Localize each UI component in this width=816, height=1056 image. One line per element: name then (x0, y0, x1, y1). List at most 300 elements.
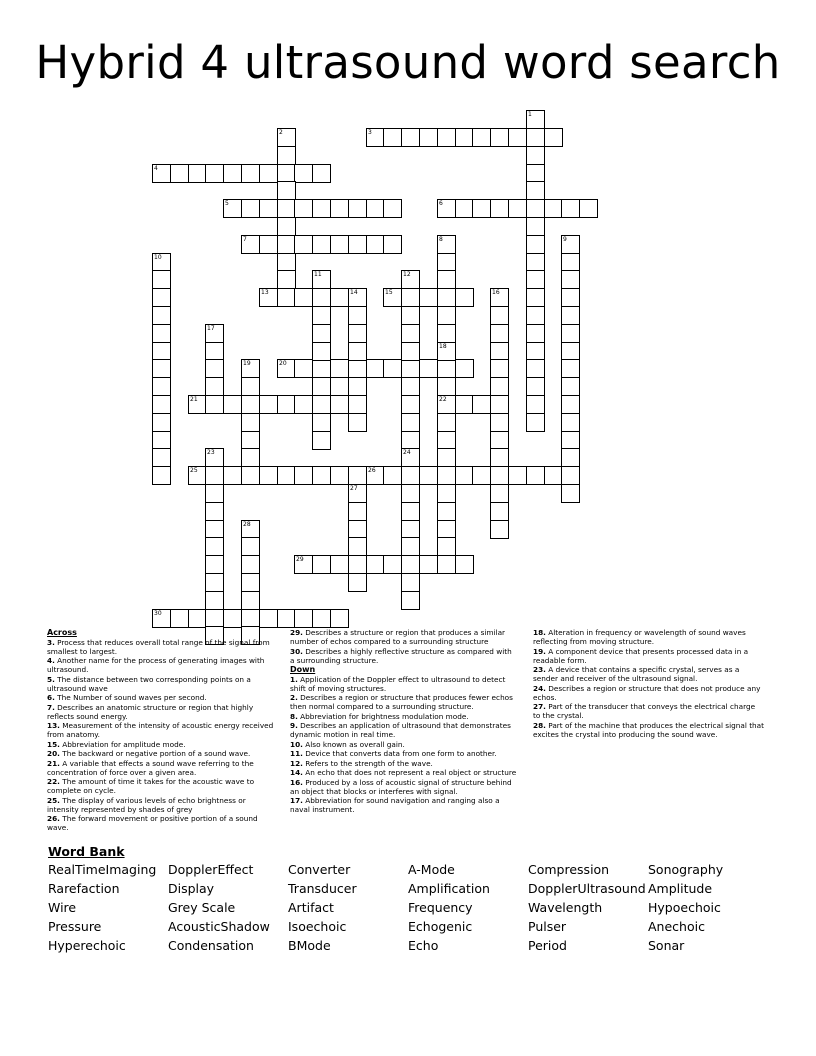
grid-cell[interactable] (241, 377, 260, 396)
grid-cell[interactable] (508, 466, 527, 485)
grid-cell[interactable] (383, 199, 402, 218)
grid-cell[interactable] (526, 413, 545, 432)
grid-cell[interactable] (437, 199, 456, 218)
grid-cell[interactable] (401, 537, 420, 556)
grid-cell[interactable] (526, 146, 545, 165)
grid-cell[interactable] (312, 164, 331, 183)
grid-cell[interactable] (526, 395, 545, 414)
grid-cell[interactable] (490, 466, 509, 485)
grid-cell[interactable] (277, 146, 296, 165)
grid-cell[interactable] (401, 502, 420, 521)
grid-cell[interactable] (312, 270, 331, 289)
clue-text: An echo that does not represent a real object or structure (302, 768, 517, 777)
grid-cell[interactable] (241, 555, 260, 574)
grid-cell[interactable] (259, 199, 278, 218)
clue-number: 10. (290, 739, 303, 749)
clue-number: 22. (47, 777, 60, 786)
grid-cell[interactable] (490, 484, 509, 503)
grid-cell[interactable] (348, 324, 367, 343)
grid-cell[interactable] (294, 466, 313, 485)
clue-text: Another name for the process of generating images with ultrasound. (47, 656, 265, 674)
clue-text: Describes a structure or region that produces a similar number of echos compared to a surrounding structure (290, 628, 506, 646)
grid-cell[interactable] (526, 324, 545, 343)
grid-cell[interactable] (205, 359, 224, 378)
grid-cell[interactable] (223, 164, 242, 183)
clue-number: 22 (439, 396, 447, 403)
grid-cell[interactable] (437, 537, 456, 556)
clue-text: Refers to the strength of the wave. (302, 758, 433, 768)
grid-cell[interactable] (490, 377, 509, 396)
grid-cell[interactable] (170, 609, 189, 628)
clue-number: 13 (261, 289, 269, 296)
grid-cell[interactable] (437, 324, 456, 343)
clue-number: 14 (350, 289, 358, 296)
grid-cell[interactable] (277, 217, 296, 236)
grid-cell[interactable] (508, 128, 527, 147)
grid-cell[interactable] (561, 324, 580, 343)
grid-cell[interactable] (294, 235, 313, 254)
grid-cell[interactable] (490, 288, 509, 307)
grid-cell[interactable] (490, 324, 509, 343)
grid-cell[interactable] (205, 395, 224, 414)
clues-column-1 (47, 628, 274, 833)
clue (290, 628, 518, 646)
clue-text: Process that reduces overall total range of the signal from smallest to largest. (47, 637, 270, 656)
clue (47, 675, 274, 693)
grid-cell[interactable] (348, 484, 367, 503)
grid-cell[interactable] (330, 466, 349, 485)
grid-cell[interactable] (152, 359, 171, 378)
grid-cell[interactable] (205, 324, 224, 343)
grid-cell[interactable] (437, 359, 456, 378)
clue (533, 628, 764, 646)
clue-text: Application of the Doppler effect to ultrasound to detect shift of moving structures. (290, 674, 506, 693)
grid-cell[interactable] (152, 324, 171, 343)
grid-cell[interactable] (223, 395, 242, 414)
grid-cell[interactable] (419, 128, 438, 147)
clue-text: Alteration in frequency or wavelength of sound waves reflecting from moving structure. (533, 628, 746, 646)
clue-number: 3 (368, 129, 372, 136)
grid-cell[interactable] (205, 484, 224, 503)
word-bank-title: Word Bank (48, 844, 125, 859)
clue (47, 814, 274, 832)
grid-cell[interactable] (205, 164, 224, 183)
grid-cell[interactable] (241, 413, 260, 432)
page-title: Hybrid 4 ultrasound word search (35, 36, 781, 89)
grid-cell[interactable] (437, 466, 456, 485)
grid-cell[interactable] (544, 128, 563, 147)
clue (47, 721, 274, 739)
grid-cell[interactable] (259, 288, 278, 307)
grid-cell[interactable] (561, 395, 580, 414)
grid-cell[interactable] (152, 377, 171, 396)
grid-cell[interactable] (526, 377, 545, 396)
grid-cell[interactable] (455, 555, 474, 574)
grid-cell[interactable] (490, 395, 509, 414)
grid-cell[interactable] (152, 164, 171, 183)
grid-cell[interactable] (348, 288, 367, 307)
grid-cell[interactable] (401, 270, 420, 289)
grid-cell[interactable] (490, 306, 509, 325)
clue-text: A variable that effects a sound wave referring to the concentration of force over a given area. (47, 758, 254, 777)
clues-column-3 (533, 628, 764, 739)
clue (290, 647, 518, 665)
grid-cell[interactable] (312, 235, 331, 254)
grid-cell[interactable] (526, 110, 545, 129)
clue (290, 749, 518, 758)
clue-number: 10 (154, 254, 162, 261)
clue-text: Part of the machine that produces the electrical signal that excites the crystal into producing the sound wave. (533, 720, 765, 739)
grid-cell[interactable] (490, 520, 509, 539)
grid-cell[interactable] (348, 502, 367, 521)
clue (533, 647, 764, 665)
grid-cell[interactable] (437, 502, 456, 521)
clue-number: 17. (290, 796, 303, 805)
grid-cell[interactable] (437, 377, 456, 396)
grid-cell[interactable] (294, 288, 313, 307)
clue-number: 9 (563, 236, 567, 243)
grid-cell[interactable] (490, 128, 509, 147)
grid-cell[interactable] (579, 199, 598, 218)
clue-number: 8 (439, 236, 443, 243)
grid-cell[interactable] (241, 359, 260, 378)
clue (290, 796, 518, 814)
word-bank-item: Pulser (528, 919, 567, 934)
grid-cell[interactable] (152, 413, 171, 432)
grid-cell[interactable] (526, 181, 545, 200)
grid-cell[interactable] (490, 413, 509, 432)
grid-cell[interactable] (223, 609, 242, 628)
grid-cell[interactable] (561, 377, 580, 396)
grid-cell[interactable] (294, 199, 313, 218)
grid-cell[interactable] (508, 199, 527, 218)
grid-cell[interactable] (455, 359, 474, 378)
clue-number: 14. (290, 768, 303, 777)
grid-cell[interactable] (241, 573, 260, 592)
grid-cell[interactable] (312, 306, 331, 325)
grid-cell[interactable] (526, 466, 545, 485)
clue-number: 26 (368, 467, 376, 474)
grid-cell[interactable] (401, 573, 420, 592)
grid-cell[interactable] (383, 128, 402, 147)
grid-cell[interactable] (152, 395, 171, 414)
grid-cell[interactable] (401, 413, 420, 432)
grid-cell[interactable] (205, 537, 224, 556)
grid-cell[interactable] (152, 306, 171, 325)
clue (533, 721, 764, 739)
grid-cell[interactable] (241, 164, 260, 183)
clue (290, 675, 518, 693)
grid-cell[interactable] (205, 555, 224, 574)
grid-cell[interactable] (401, 342, 420, 361)
clue (290, 768, 518, 777)
grid-cell[interactable] (490, 199, 509, 218)
grid-cell[interactable] (241, 591, 260, 610)
grid-cell[interactable] (561, 448, 580, 467)
grid-cell[interactable] (205, 502, 224, 521)
grid-cell[interactable] (312, 431, 331, 450)
clue (533, 684, 764, 702)
grid-cell[interactable] (561, 235, 580, 254)
grid-cell[interactable] (348, 466, 367, 485)
clue-text: Describes an application of ultrasound that demonstrates dynamic motion in real time. (290, 721, 511, 739)
word-bank-item: Anechoic (648, 919, 705, 934)
grid-cell[interactable] (401, 306, 420, 325)
grid-cell[interactable] (348, 306, 367, 325)
grid-cell[interactable] (348, 573, 367, 592)
grid-cell[interactable] (437, 235, 456, 254)
grid-cell[interactable] (401, 591, 420, 610)
clue-number: 2 (279, 129, 283, 136)
word-bank-item: BMode (288, 938, 331, 953)
grid-cell[interactable] (330, 199, 349, 218)
grid-cell[interactable] (259, 164, 278, 183)
clue-text: Part of the transducer that conveys the electrical charge to the crystal. (533, 702, 756, 720)
clue-number: 12. (290, 758, 303, 768)
grid-cell[interactable] (401, 128, 420, 147)
grid-cell[interactable] (401, 555, 420, 574)
clue-number: 24 (403, 449, 411, 456)
grid-cell[interactable] (419, 555, 438, 574)
clue-number: 9. (290, 721, 298, 730)
grid-cell[interactable] (205, 466, 224, 485)
clue-number: 30. (290, 646, 303, 656)
clue-number: 23 (207, 449, 215, 456)
grid-cell[interactable] (437, 288, 456, 307)
word-bank-item: Amplification (408, 881, 490, 896)
grid-cell[interactable] (561, 270, 580, 289)
grid-cell[interactable] (330, 555, 349, 574)
clue-number: 29. (290, 628, 303, 637)
grid-cell[interactable] (259, 235, 278, 254)
grid-cell[interactable] (330, 609, 349, 628)
grid-cell[interactable] (259, 609, 278, 628)
grid-cell[interactable] (152, 448, 171, 467)
grid-cell[interactable] (330, 235, 349, 254)
grid-cell[interactable] (241, 466, 260, 485)
grid-cell[interactable] (312, 413, 331, 432)
grid-cell[interactable] (401, 288, 420, 307)
grid-cell[interactable] (437, 484, 456, 503)
grid-cell[interactable] (561, 413, 580, 432)
clue-text: The display of various levels of echo brightness or intensity represented by shades of grey (47, 795, 246, 814)
word-bank (48, 862, 768, 962)
clue-number: 4 (154, 165, 158, 172)
grid-cell[interactable] (561, 306, 580, 325)
grid-cell[interactable] (312, 377, 331, 396)
grid-cell[interactable] (419, 288, 438, 307)
clue-text: A component device that presents processed data in a readable form. (533, 646, 749, 665)
clue-number: 20 (279, 360, 287, 367)
grid-cell[interactable] (348, 342, 367, 361)
grid-cell[interactable] (330, 395, 349, 414)
clue-number: 16. (290, 777, 303, 787)
clue-number: 25. (47, 795, 60, 805)
grid-cell[interactable] (241, 537, 260, 556)
grid-cell[interactable] (223, 199, 242, 218)
grid-cell[interactable] (401, 448, 420, 467)
grid-cell[interactable] (152, 609, 171, 628)
grid-cell[interactable] (383, 466, 402, 485)
clue-text: Describes a region or structure that does not produce any echos. (533, 683, 761, 702)
grid-cell[interactable] (437, 270, 456, 289)
grid-cell[interactable] (401, 324, 420, 343)
grid-cell[interactable] (401, 359, 420, 378)
grid-cell[interactable] (526, 359, 545, 378)
grid-cell[interactable] (330, 359, 349, 378)
grid-cell[interactable] (241, 448, 260, 467)
clue-number: 3. (47, 637, 55, 647)
grid-cell[interactable] (277, 128, 296, 147)
clue (47, 638, 274, 656)
grid-cell[interactable] (437, 448, 456, 467)
grid-cell[interactable] (401, 466, 420, 485)
clue-number: 27. (533, 702, 546, 711)
grid-cell[interactable] (348, 555, 367, 574)
grid-cell[interactable] (437, 128, 456, 147)
clue-text: The Number of sound waves per second. (54, 693, 207, 702)
grid-cell[interactable] (401, 377, 420, 396)
grid-cell[interactable] (490, 448, 509, 467)
word-bank-item: Echogenic (408, 919, 473, 934)
grid-cell[interactable] (294, 395, 313, 414)
word-bank-item: Echo (408, 938, 439, 953)
clue-number: 1. (290, 674, 298, 684)
grid-cell[interactable] (348, 199, 367, 218)
word-bank-item: A-Mode (408, 862, 455, 877)
grid-cell[interactable] (490, 359, 509, 378)
clue-number: 16 (492, 289, 500, 296)
clue-text: A device that contains a specific crystal, serves as a sender and receiver of the ultrasound signal. (533, 665, 740, 683)
grid-cell[interactable] (526, 217, 545, 236)
grid-cell[interactable] (312, 609, 331, 628)
grid-cell[interactable] (152, 288, 171, 307)
clue-text: The forward movement or positive portion of a sound wave. (47, 814, 258, 832)
grid-cell[interactable] (437, 413, 456, 432)
grid-cell[interactable] (312, 359, 331, 378)
grid-cell[interactable] (259, 395, 278, 414)
grid-cell[interactable] (561, 199, 580, 218)
grid-cell[interactable] (348, 537, 367, 556)
word-bank-item: Compression (528, 862, 610, 877)
grid-cell[interactable] (294, 609, 313, 628)
grid-cell[interactable] (526, 288, 545, 307)
clue (47, 777, 274, 795)
grid-cell[interactable] (312, 324, 331, 343)
clue-number: 29 (296, 556, 304, 563)
grid-cell[interactable] (241, 395, 260, 414)
grid-cell[interactable] (241, 235, 260, 254)
grid-cell[interactable] (312, 342, 331, 361)
grid-cell[interactable] (383, 359, 402, 378)
grid-cell[interactable] (152, 466, 171, 485)
grid-cell[interactable] (205, 591, 224, 610)
grid-cell[interactable] (312, 466, 331, 485)
grid-cell[interactable] (312, 199, 331, 218)
grid-cell[interactable] (561, 484, 580, 503)
grid-cell[interactable] (294, 555, 313, 574)
word-bank-item: Sonar (648, 938, 685, 953)
grid-cell[interactable] (170, 164, 189, 183)
grid-cell[interactable] (437, 306, 456, 325)
clue-number: 21 (190, 396, 198, 403)
grid-cell[interactable] (241, 199, 260, 218)
grid-cell[interactable] (455, 288, 474, 307)
grid-cell[interactable] (472, 395, 491, 414)
grid-cell[interactable] (348, 359, 367, 378)
grid-cell[interactable] (294, 359, 313, 378)
clue-text: Produced by a loss of acoustic signal of structure behind an object that blocks or interferes with signal. (290, 777, 512, 796)
grid-cell[interactable] (401, 484, 420, 503)
clue-number: 8. (290, 711, 298, 721)
word-bank-item: Grey Scale (168, 900, 236, 915)
grid-cell[interactable] (294, 164, 313, 183)
grid-cell[interactable] (348, 413, 367, 432)
word-bank-item: Isoechoic (288, 919, 347, 934)
grid-cell[interactable] (526, 270, 545, 289)
grid-cell[interactable] (526, 128, 545, 147)
grid-cell[interactable] (312, 288, 331, 307)
grid-cell[interactable] (330, 288, 349, 307)
grid-cell[interactable] (205, 573, 224, 592)
grid-cell[interactable] (152, 270, 171, 289)
grid-cell[interactable] (348, 377, 367, 396)
word-bank-item: Artifact (288, 900, 334, 915)
word-bank-item: Pressure (48, 919, 102, 934)
word-bank-item: DopplerUltrasound (528, 881, 646, 896)
grid-cell[interactable] (312, 395, 331, 414)
grid-cell[interactable] (348, 235, 367, 254)
grid-cell[interactable] (419, 359, 438, 378)
grid-cell[interactable] (526, 306, 545, 325)
grid-cell[interactable] (348, 395, 367, 414)
grid-cell[interactable] (419, 466, 438, 485)
word-bank-item: Wire (48, 900, 77, 915)
grid-cell[interactable] (401, 395, 420, 414)
grid-cell[interactable] (259, 466, 278, 485)
grid-cell[interactable] (437, 342, 456, 361)
grid-cell[interactable] (561, 359, 580, 378)
clue-number: 1 (528, 111, 532, 118)
clue-number: 19 (243, 360, 251, 367)
grid-cell[interactable] (312, 555, 331, 574)
clue-number: 20. (47, 749, 60, 758)
grid-cell[interactable] (223, 466, 242, 485)
grid-cell[interactable] (490, 502, 509, 521)
grid-cell[interactable] (472, 199, 491, 218)
clue (47, 703, 274, 721)
grid-cell[interactable] (437, 555, 456, 574)
grid-cell[interactable] (277, 270, 296, 289)
clue-text: The amount of time it takes for the acoustic wave to complete on cycle. (47, 777, 255, 795)
grid-cell[interactable] (472, 128, 491, 147)
grid-cell[interactable] (277, 181, 296, 200)
grid-cell[interactable] (526, 235, 545, 254)
grid-cell[interactable] (472, 466, 491, 485)
grid-cell[interactable] (205, 448, 224, 467)
grid-cell[interactable] (437, 395, 456, 414)
grid-cell[interactable] (383, 288, 402, 307)
clue-number: 17 (207, 325, 215, 332)
clue-text: The distance between two corresponding points on a ultrasound wave (47, 674, 251, 693)
grid-cell[interactable] (561, 288, 580, 307)
grid-cell[interactable] (383, 555, 402, 574)
grid-cell[interactable] (561, 466, 580, 485)
clue-text: The backward or negative portion of a sound wave. (59, 749, 251, 758)
grid-cell[interactable] (383, 235, 402, 254)
grid-cell[interactable] (526, 199, 545, 218)
grid-cell[interactable] (205, 377, 224, 396)
